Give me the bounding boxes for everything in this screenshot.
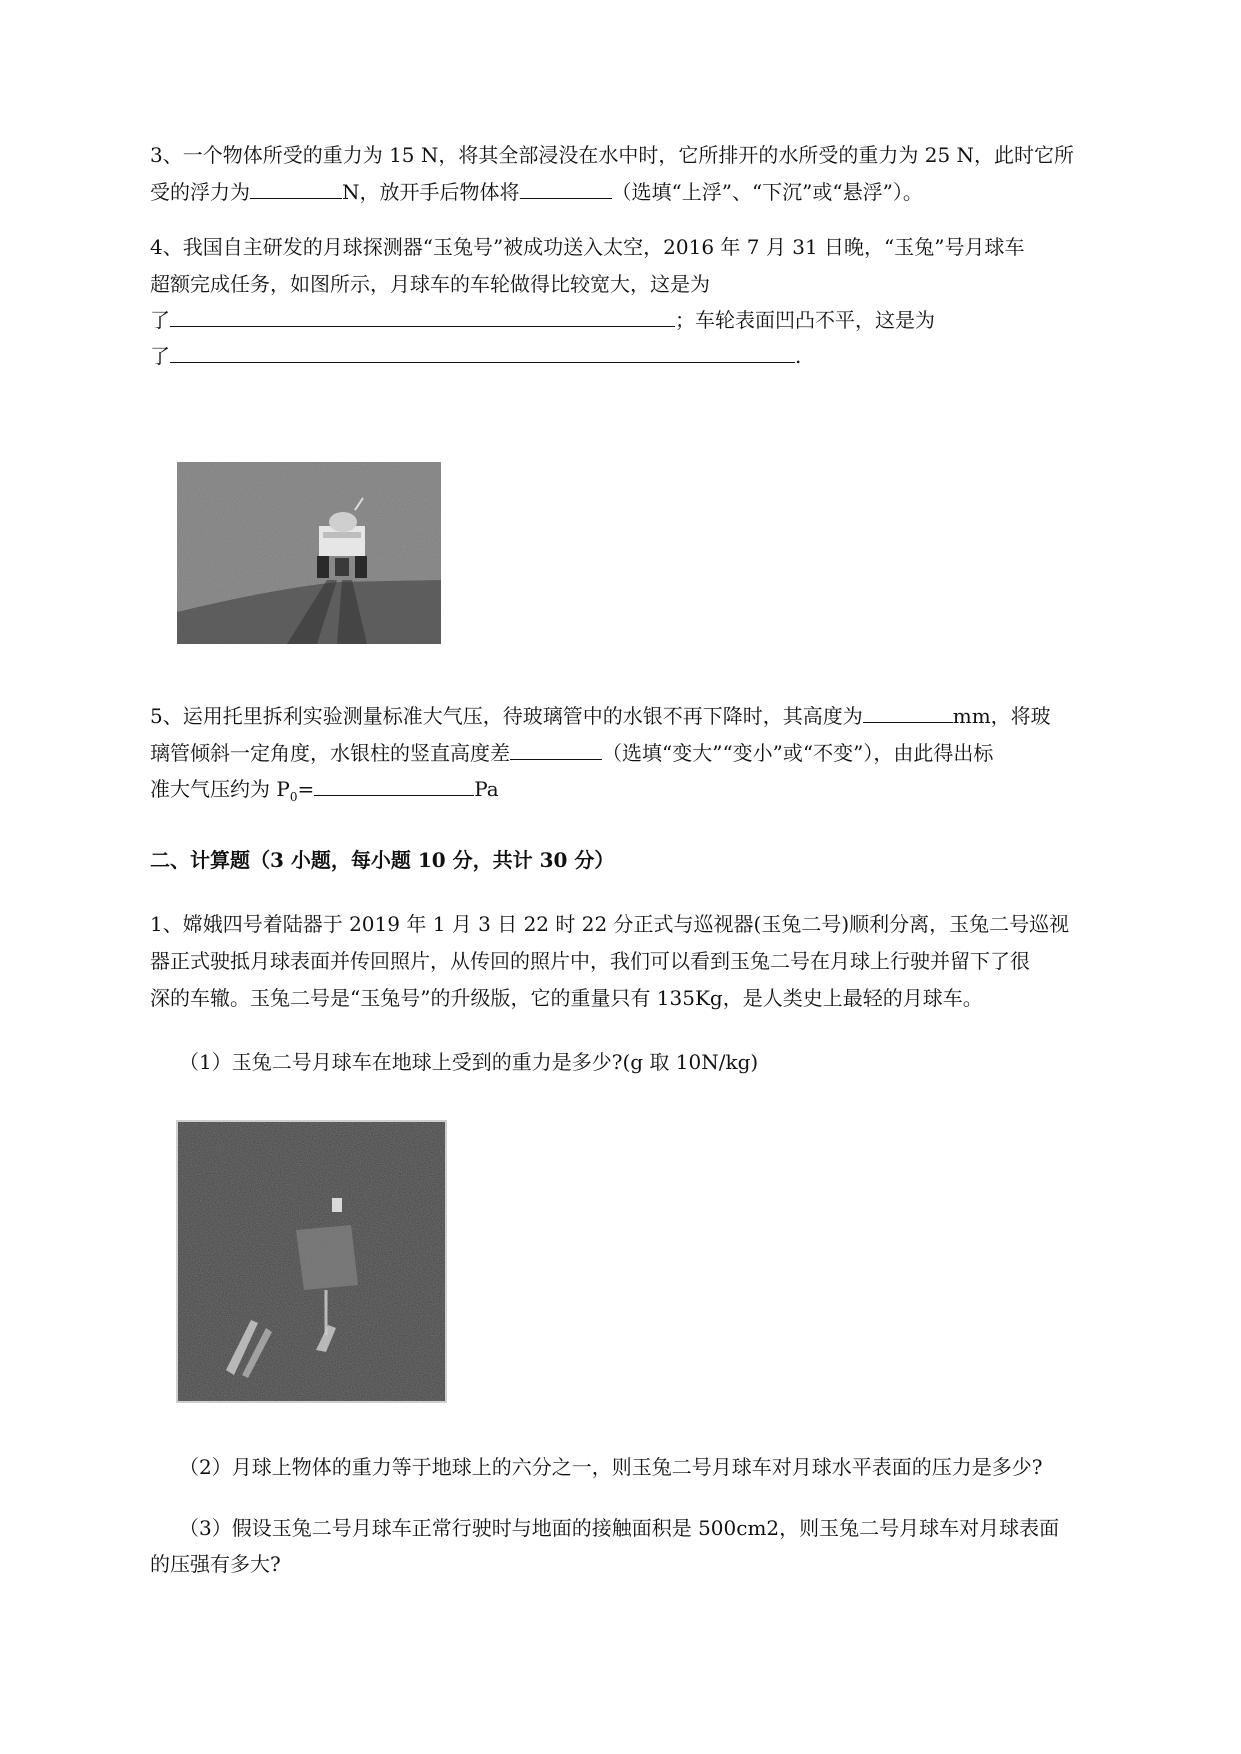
c1-line3: 深的车辙。玉兔二号是“玉兔号”的升级版，它的重量只有 135Kg，是人类史上最轻的月球车。 (150, 986, 983, 1010)
q5-text-b: mm，将玻 (952, 704, 1051, 728)
q3-blank-buoyancy[interactable] (250, 178, 342, 199)
c1-sub2: （2）月球上物体的重力等于地球上的六分之一，则玉兔二号月球车对月球水平表面的压力是多少? (179, 1455, 1043, 1479)
yutu2-photo (176, 1120, 447, 1403)
q5-text-f: = (297, 777, 315, 801)
q4-text-a: 了 (150, 308, 170, 332)
q5-text-c: 璃管倾斜一定角度，水银柱的竖直高度差 (150, 741, 510, 765)
lunar-rover-photo (177, 462, 441, 644)
q5-text-d: （选填“变大”“变小”或“不变”），由此得出标 (602, 741, 994, 765)
q4-text-b: ；车轮表面凹凸不平，这是为 (675, 308, 935, 332)
c1-sub3-line1: （3）假设玉兔二号月球车正常行驶时与地面的接触面积是 500cm2，则玉兔二号月球车对月球表面 (179, 1516, 1060, 1540)
q5-text-e: 准大气压约为 P (150, 777, 290, 801)
q4-text-d: . (795, 344, 802, 368)
q5-line2 (150, 739, 993, 767)
q4-blank-rough-wheels[interactable] (170, 342, 795, 363)
q3-blank-motion[interactable] (520, 178, 612, 199)
section-heading: 二、计算题（3 小题，每小题 10 分，共计 30 分） (150, 848, 615, 872)
q4-blank-wide-wheels[interactable] (170, 306, 675, 327)
q5-line3 (150, 775, 499, 811)
q4-line3 (150, 306, 935, 334)
q5-blank-height[interactable] (863, 702, 953, 723)
q4-line4 (150, 342, 801, 370)
q5-subscript: 0 (289, 790, 298, 804)
q5-text-a: 5、运用托里拆利实验测量标准大气压，待玻璃管中的水银不再下降时，其高度为 (150, 704, 863, 728)
q5-line1 (150, 702, 1051, 730)
q3-text-b: N，放开手后物体将 (342, 180, 520, 204)
q4-line2: 超额完成任务，如图所示，月球车的车轮做得比较宽大，这是为 (150, 272, 710, 296)
q3-text-c: （选填“上浮”、“下沉”或“悬浮”）。 (611, 180, 923, 204)
c1-line1: 1、嫦娥四号着陆器于 2019 年 1 月 3 日 22 时 22 分正式与巡视器(玉兔二号)顺利分离，玉兔二号巡视 (150, 912, 1070, 936)
c1-line2: 器正式驶抵月球表面并传回照片，从传回的照片中，我们可以看到玉兔二号在月球上行驶并留下了很 (150, 949, 1030, 973)
q5-blank-pressure[interactable] (314, 775, 474, 796)
q5-blank-change[interactable] (510, 739, 602, 760)
q4-line1: 4、我国自主研发的月球探测器“玉兔号”被成功送入太空，2016 年 7 月 31 日晚，“玉兔”号月球车 (150, 235, 1025, 259)
c1-sub1: （1）玉兔二号月球车在地球上受到的重力是多少?(g 取 10N/kg) (179, 1050, 759, 1074)
c1-sub3-line2: 的压强有多大? (150, 1552, 281, 1576)
q4-text-c: 了 (150, 344, 170, 368)
q5-text-g: Pa (474, 777, 499, 801)
q3-line1: 3、一个物体所受的重力为 15 N，将其全部浸没在水中时，它所排开的水所受的重力为 25 N，此时它所 (150, 143, 1075, 167)
q3-text-a: 受的浮力为 (150, 180, 250, 204)
q3-line2 (150, 178, 923, 206)
